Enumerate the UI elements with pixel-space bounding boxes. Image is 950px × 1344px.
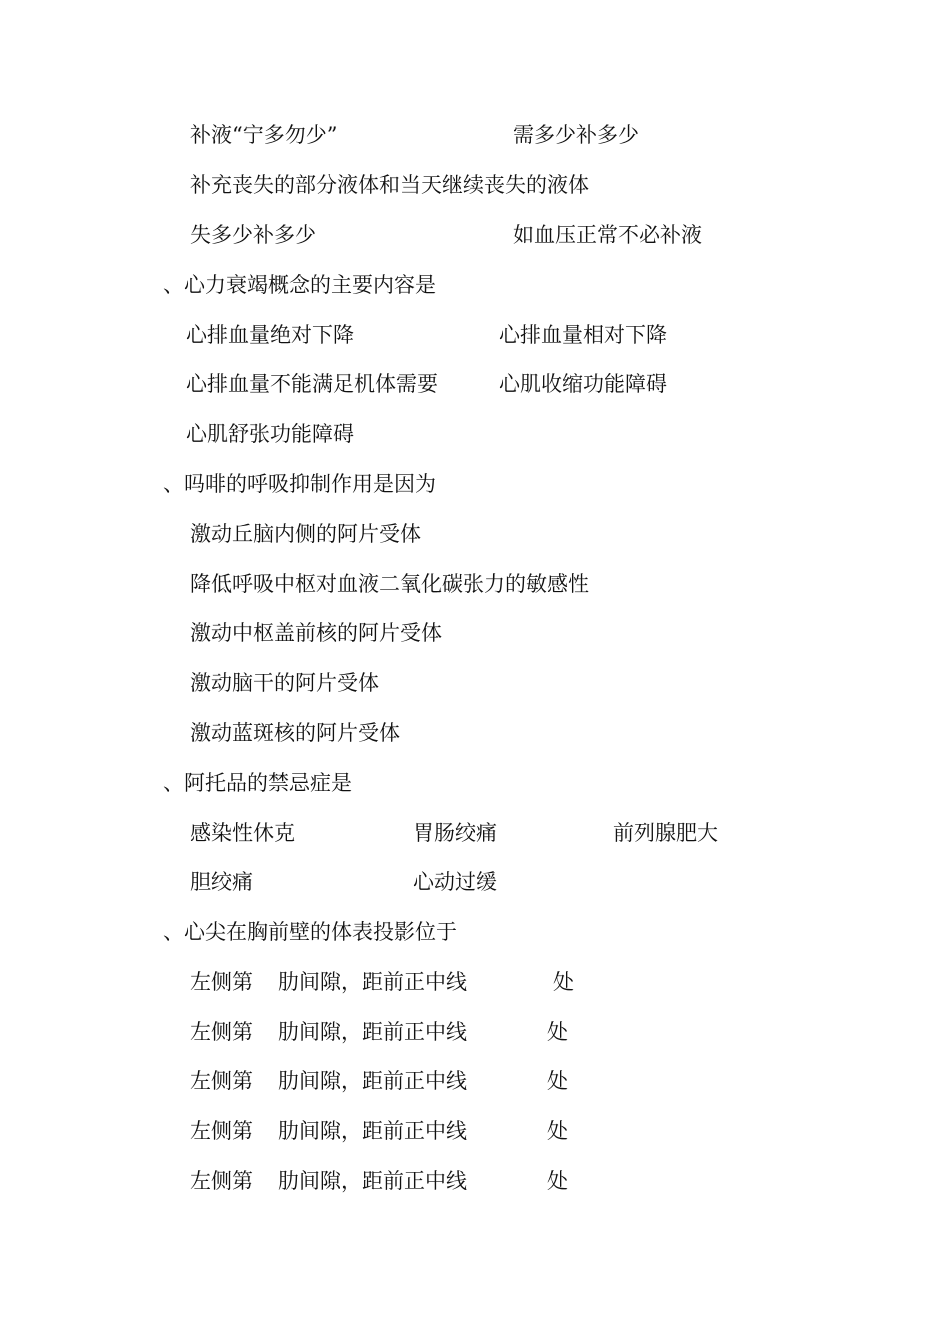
q4-option-1: 感染性休克 — [190, 821, 295, 845]
q1-option-2: 需多少补多少 — [513, 123, 639, 147]
q5-option-5-c: 处 — [547, 1169, 568, 1193]
q1-option-1: 补液“宁多勿少” — [190, 123, 338, 147]
q3-option-5: 激动蓝斑核的阿片受体 — [190, 721, 400, 745]
q2-option-5: 心肌舒张功能障碍 — [186, 422, 354, 446]
q5-stem: 、心尖在胸前壁的体表投影位于 — [163, 920, 457, 944]
q3-stem: 、吗啡的呼吸抑制作用是因为 — [163, 472, 436, 496]
q5-option-4-b: 肋间隙，距前正中线 — [278, 1119, 467, 1143]
q5-option-4-a: 左侧第 — [190, 1119, 253, 1143]
q5-option-2-a: 左侧第 — [190, 1020, 253, 1044]
q4-option-4: 胆绞痛 — [190, 870, 253, 894]
q1-option-3: 补充丧失的部分液体和当天继续丧失的液体 — [190, 173, 589, 197]
q5-option-4-c: 处 — [547, 1119, 568, 1143]
q5-option-1-c: 处 — [553, 970, 574, 994]
q5-option-3-b: 肋间隙，距前正中线 — [278, 1069, 467, 1093]
q3-option-3: 激动中枢盖前核的阿片受体 — [190, 621, 442, 645]
q2-option-2: 心排血量相对下降 — [499, 323, 667, 347]
q5-option-3-a: 左侧第 — [190, 1069, 253, 1093]
q1-option-5: 如血压正常不必补液 — [513, 223, 702, 247]
q4-option-2: 胃肠绞痛 — [413, 821, 497, 845]
q4-option-3: 前列腺肥大 — [613, 821, 718, 845]
q5-option-3-c: 处 — [547, 1069, 568, 1093]
q5-option-1-a: 左侧第 — [190, 970, 253, 994]
q2-option-4: 心肌收缩功能障碍 — [499, 372, 667, 396]
q2-option-1: 心排血量绝对下降 — [186, 323, 354, 347]
q4-stem: 、阿托品的禁忌症是 — [163, 771, 352, 795]
q2-stem: 、心力衰竭概念的主要内容是 — [163, 273, 436, 297]
q3-option-4: 激动脑干的阿片受体 — [190, 671, 379, 695]
q1-option-4: 失多少补多少 — [190, 223, 316, 247]
q3-option-1: 激动丘脑内侧的阿片受体 — [190, 522, 421, 546]
q4-option-5: 心动过缓 — [413, 870, 497, 894]
q5-option-5-a: 左侧第 — [190, 1169, 253, 1193]
q2-option-3: 心排血量不能满足机体需要 — [186, 372, 438, 396]
q5-option-2-b: 肋间隙，距前正中线 — [278, 1020, 467, 1044]
q5-option-1-b: 肋间隙，距前正中线 — [278, 970, 467, 994]
q3-option-2: 降低呼吸中枢对血液二氧化碳张力的敏感性 — [190, 572, 589, 596]
q5-option-2-c: 处 — [547, 1020, 568, 1044]
q5-option-5-b: 肋间隙，距前正中线 — [278, 1169, 467, 1193]
